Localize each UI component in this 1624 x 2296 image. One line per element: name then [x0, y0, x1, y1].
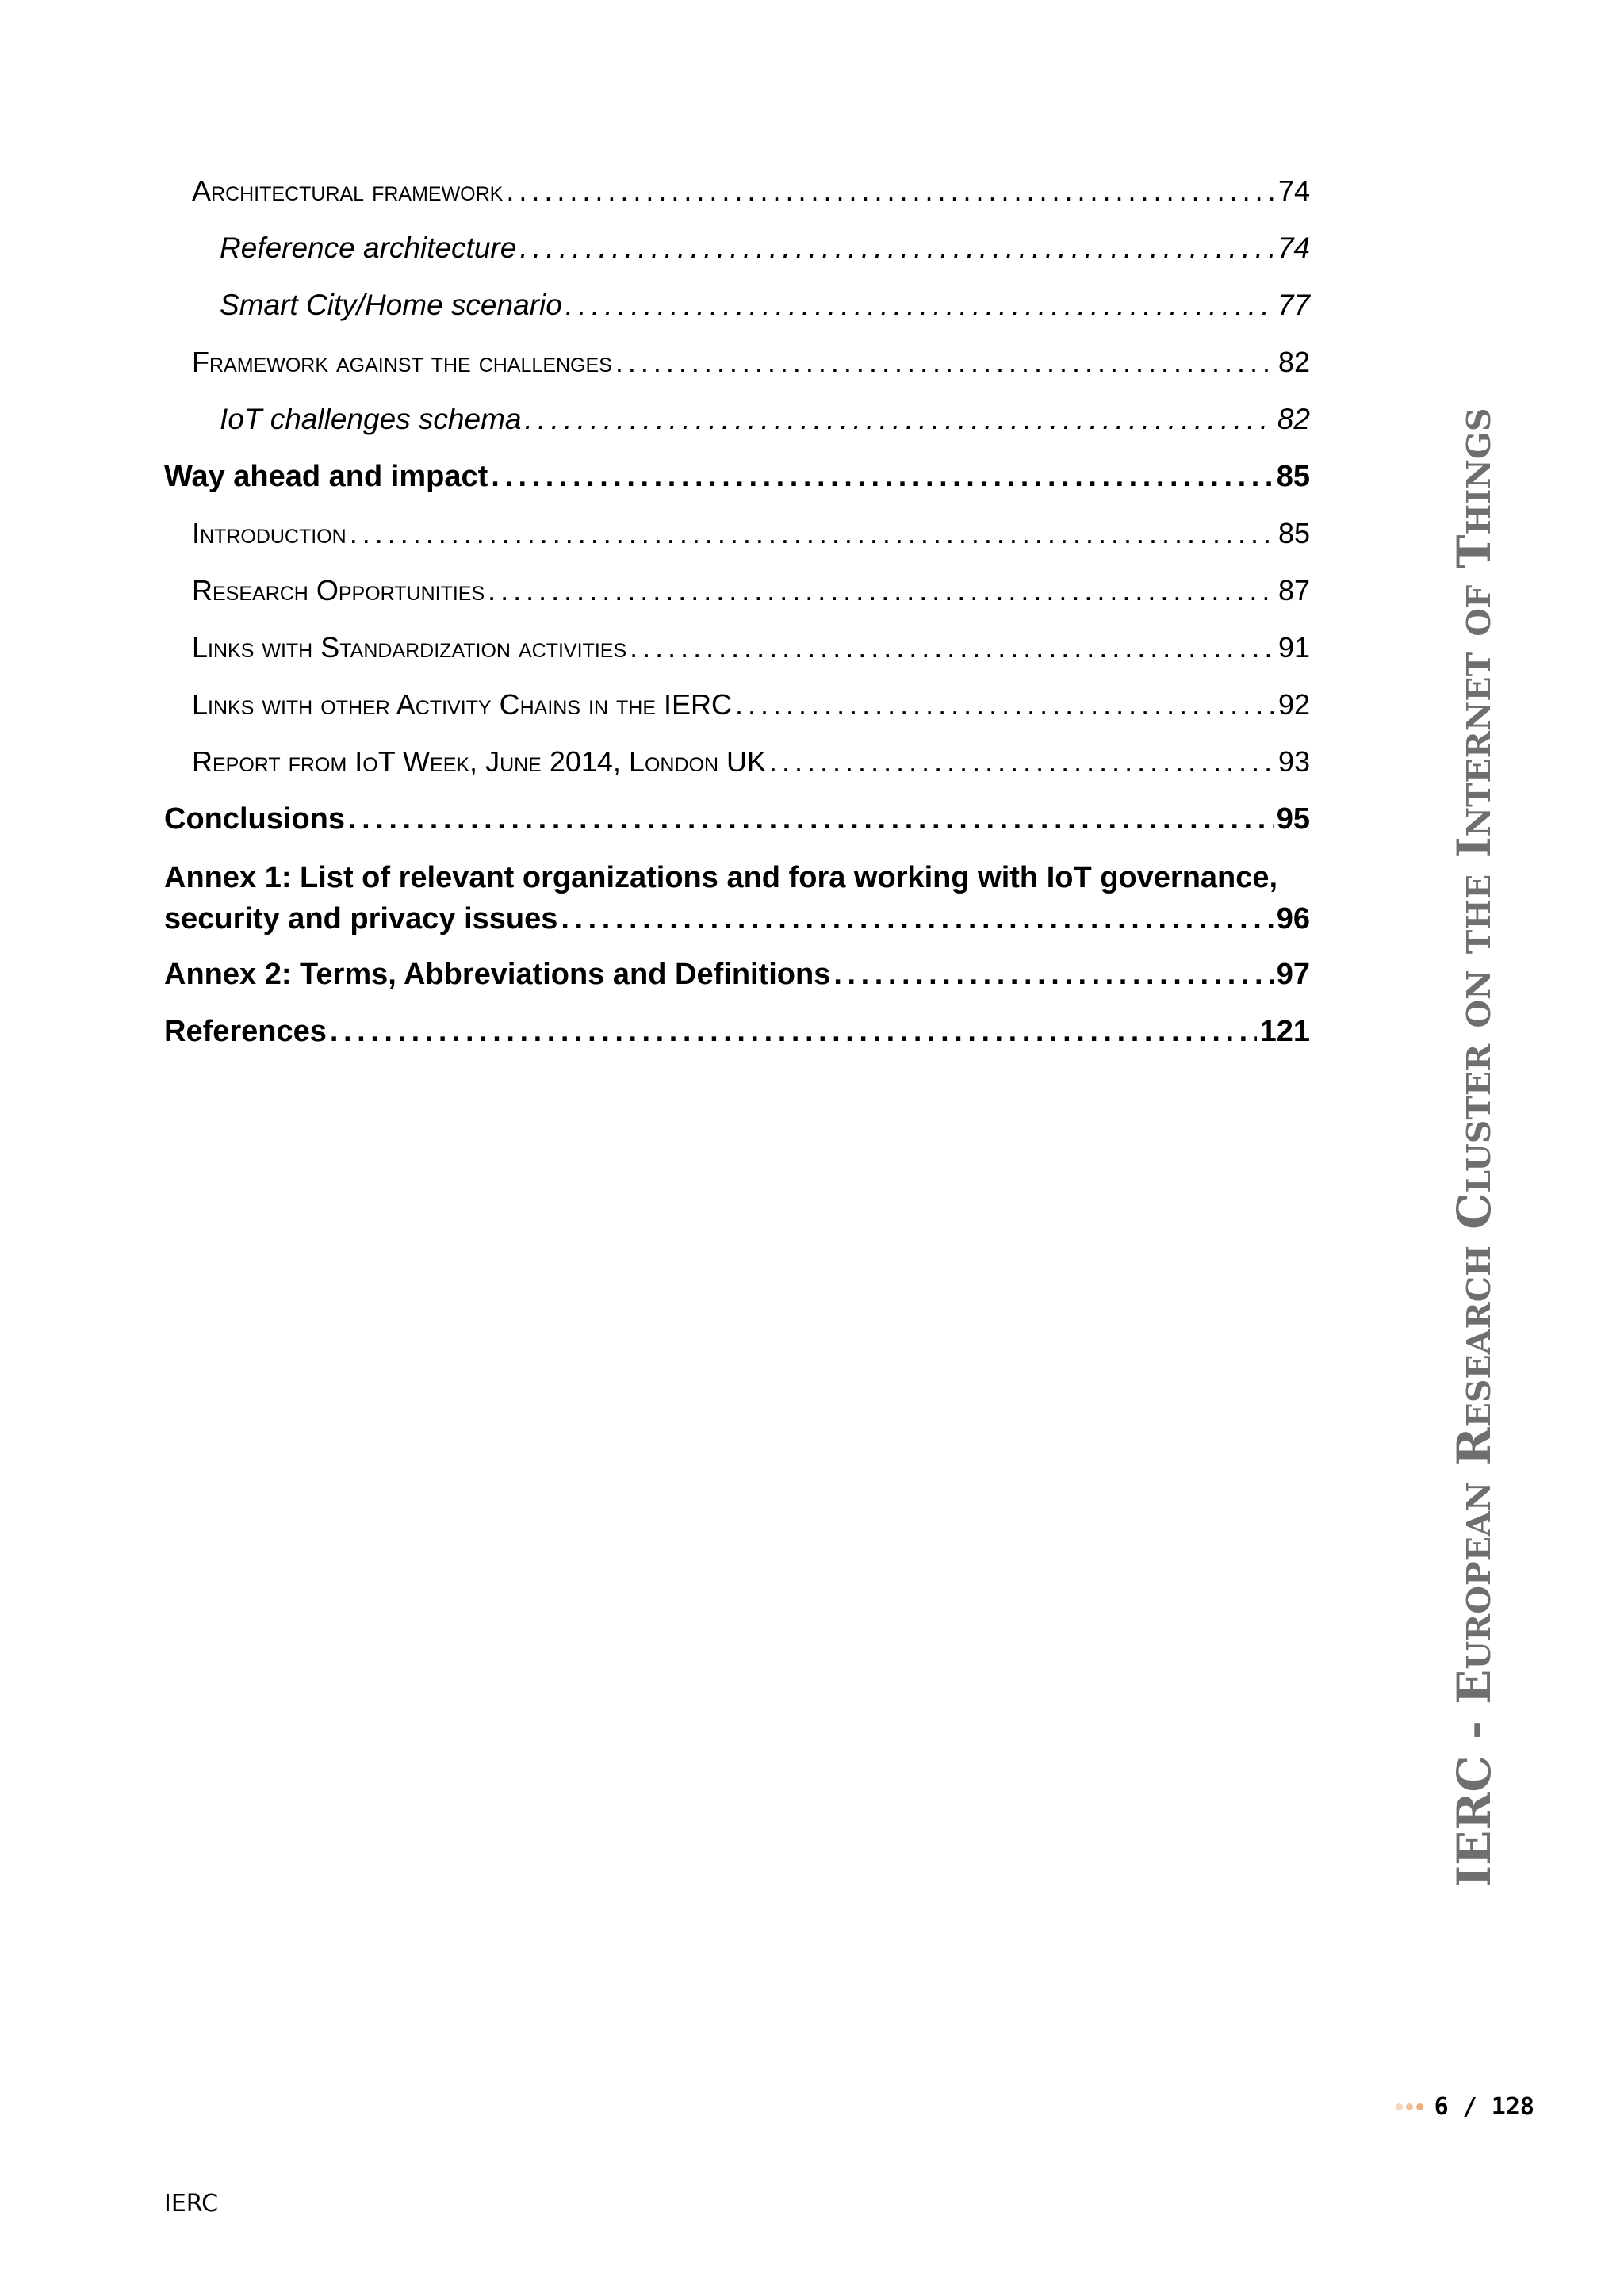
toc-entry-page: 77: [1277, 289, 1310, 321]
toc-entry-label: Links with other Activity Chains in the IERC: [192, 688, 733, 721]
toc-entry-label: Way ahead and impact: [164, 460, 488, 493]
toc-entry-label: IoT challenges schema: [220, 403, 522, 435]
toc-leader-dots: [565, 277, 1274, 334]
toc-leader-dots: [561, 898, 1273, 939]
toc-leader-dots: [524, 391, 1274, 448]
toc-leader-dots: [350, 505, 1275, 562]
toc-leader-dots: [491, 448, 1273, 505]
dot-icon: [1416, 2103, 1423, 2110]
toc-entry-page: 82: [1277, 403, 1310, 435]
toc-leader-dots: [630, 619, 1275, 676]
toc-entry-label: References: [164, 1015, 327, 1048]
toc-entry-page: 95: [1276, 802, 1310, 836]
toc-leader-dots: [833, 946, 1273, 1003]
side-title: IERC - European Research Cluster on the Internet of Things: [1447, 408, 1501, 1887]
toc-entry[interactable]: [164, 505, 1310, 562]
toc-entry[interactable]: [164, 790, 1310, 848]
toc-entry-label: security and privacy issues: [164, 902, 558, 936]
toc-entry-page: 85: [1277, 517, 1310, 549]
toc-entry-label: Conclusions: [164, 802, 346, 836]
toc-entry-label: Framework against the challenges: [192, 346, 612, 378]
toc-entry-page: 74: [1277, 232, 1310, 264]
toc-entry-page: 74: [1277, 174, 1310, 207]
table-of-contents: [164, 163, 1310, 1060]
toc-leader-dots: [615, 334, 1275, 391]
toc-entry-label: Report from IoT Week, June 2014, London UK: [192, 745, 767, 778]
toc-entry[interactable]: [164, 562, 1310, 619]
toc-entry-label: Research Opportunities: [192, 574, 485, 607]
toc-leader-dots: [519, 220, 1274, 277]
toc-entry[interactable]: [164, 277, 1310, 334]
decorative-dots-icon: [1396, 2103, 1427, 2110]
toc-entry-label: Smart City/Home scenario: [220, 289, 562, 321]
page-number: [1396, 2093, 1534, 2121]
toc-entry-label: Introduction: [192, 517, 347, 549]
toc-entry-label: Links with Standardization activities: [192, 631, 627, 664]
toc-entry-label: Architectural framework: [192, 174, 504, 207]
toc-entry[interactable]: [164, 848, 1310, 946]
toc-entry-page: 97: [1276, 958, 1310, 991]
toc-entry[interactable]: [164, 448, 1310, 505]
toc-entry-label-line1: Annex 1: List of relevant organizations and fora working with IoT governance,: [164, 861, 1278, 894]
toc-leader-dots: [735, 676, 1275, 733]
toc-entry[interactable]: [164, 220, 1310, 277]
toc-entry[interactable]: [164, 946, 1310, 1003]
toc-leader-dots: [348, 790, 1274, 848]
toc-entry-label: Annex 2: Terms, Abbreviations and Definitions: [164, 958, 831, 991]
toc-entry-page: 92: [1277, 688, 1310, 721]
toc-leader-dots: [488, 562, 1275, 619]
toc-entry-page: 87: [1277, 574, 1310, 607]
toc-entry[interactable]: [164, 1003, 1310, 1060]
dot-icon: [1406, 2103, 1413, 2110]
toc-entry[interactable]: [164, 163, 1310, 220]
toc-leader-dots: [330, 1003, 1257, 1060]
toc-entry-page: 121: [1259, 1015, 1310, 1048]
toc-leader-dots: [506, 163, 1275, 220]
toc-entry-page: 91: [1277, 631, 1310, 664]
toc-entry-label: Reference architecture: [220, 232, 517, 264]
toc-entry[interactable]: [164, 676, 1310, 733]
toc-entry-page: 85: [1276, 460, 1310, 493]
toc-entry-page: 96: [1276, 902, 1310, 936]
page-number-text: 6 / 128: [1434, 2093, 1534, 2121]
toc-entry[interactable]: [164, 733, 1310, 790]
dot-icon: [1396, 2103, 1403, 2110]
toc-entry[interactable]: [164, 334, 1310, 391]
toc-entry[interactable]: [164, 391, 1310, 448]
toc-entry-page: 93: [1277, 745, 1310, 778]
footer-text: IERC: [164, 2190, 219, 2218]
toc-leader-dots: [769, 733, 1275, 790]
toc-entry[interactable]: [164, 619, 1310, 676]
toc-entry-page: 82: [1277, 346, 1310, 378]
